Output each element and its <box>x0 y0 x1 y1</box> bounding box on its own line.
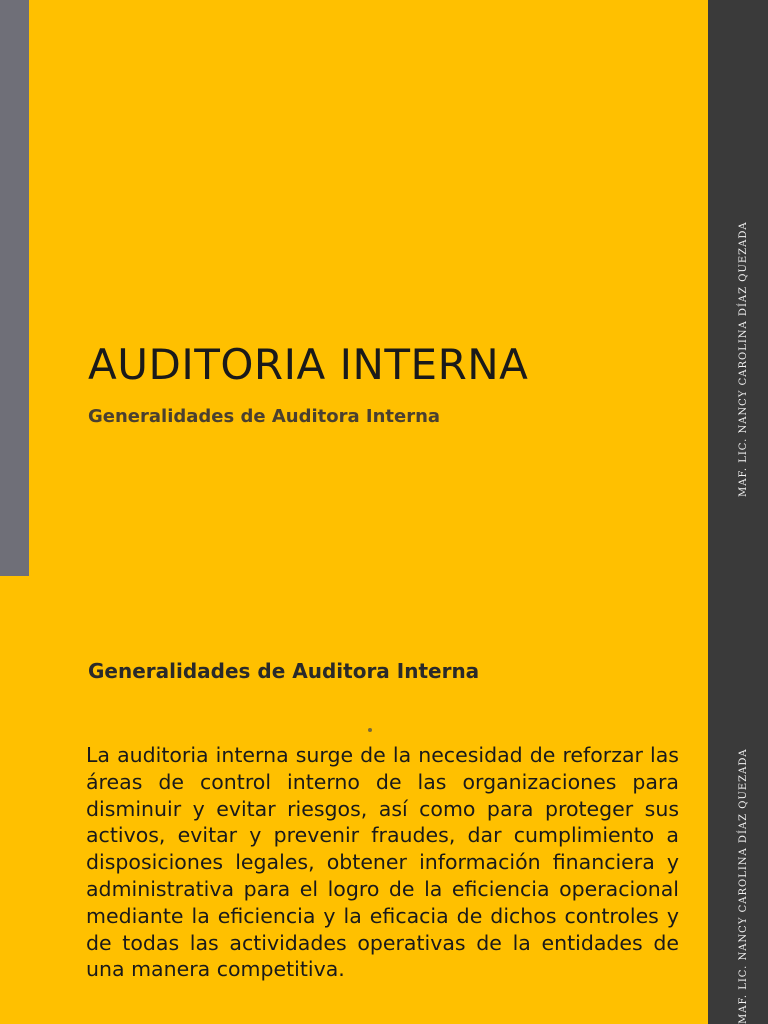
left-accent-bar <box>0 0 29 576</box>
body-paragraph: La auditoria interna surge de la necesidad de reforzar las áreas de control interno de las organizaciones para disminuir y evitar riesgos, así como para proteger sus activos, evitar y prevenir fraudes, dar cumplimiento a disposiciones legales, obtener información financiera y administrativa para el logro de la eficiencia operacional mediante la eficiencia y la eficacia de dichos controles y de todas las actividades operativas de la entidades de una manera competitiva. <box>86 743 679 982</box>
page-subtitle: Generalidades de Auditora Interna <box>88 406 441 427</box>
author-vertical-label-top: MAF. LIC. NANCY CAROLINA DÍAZ QUEZADA <box>738 221 749 497</box>
section-heading: Generalidades de Auditora Interna <box>88 659 480 683</box>
author-vertical-label-bottom: MAF. LIC. NANCY CAROLINA DÍAZ QUEZADA <box>738 748 749 1024</box>
page-title: AUDITORIA INTERNA <box>88 340 529 389</box>
bullet-dot <box>368 728 372 732</box>
